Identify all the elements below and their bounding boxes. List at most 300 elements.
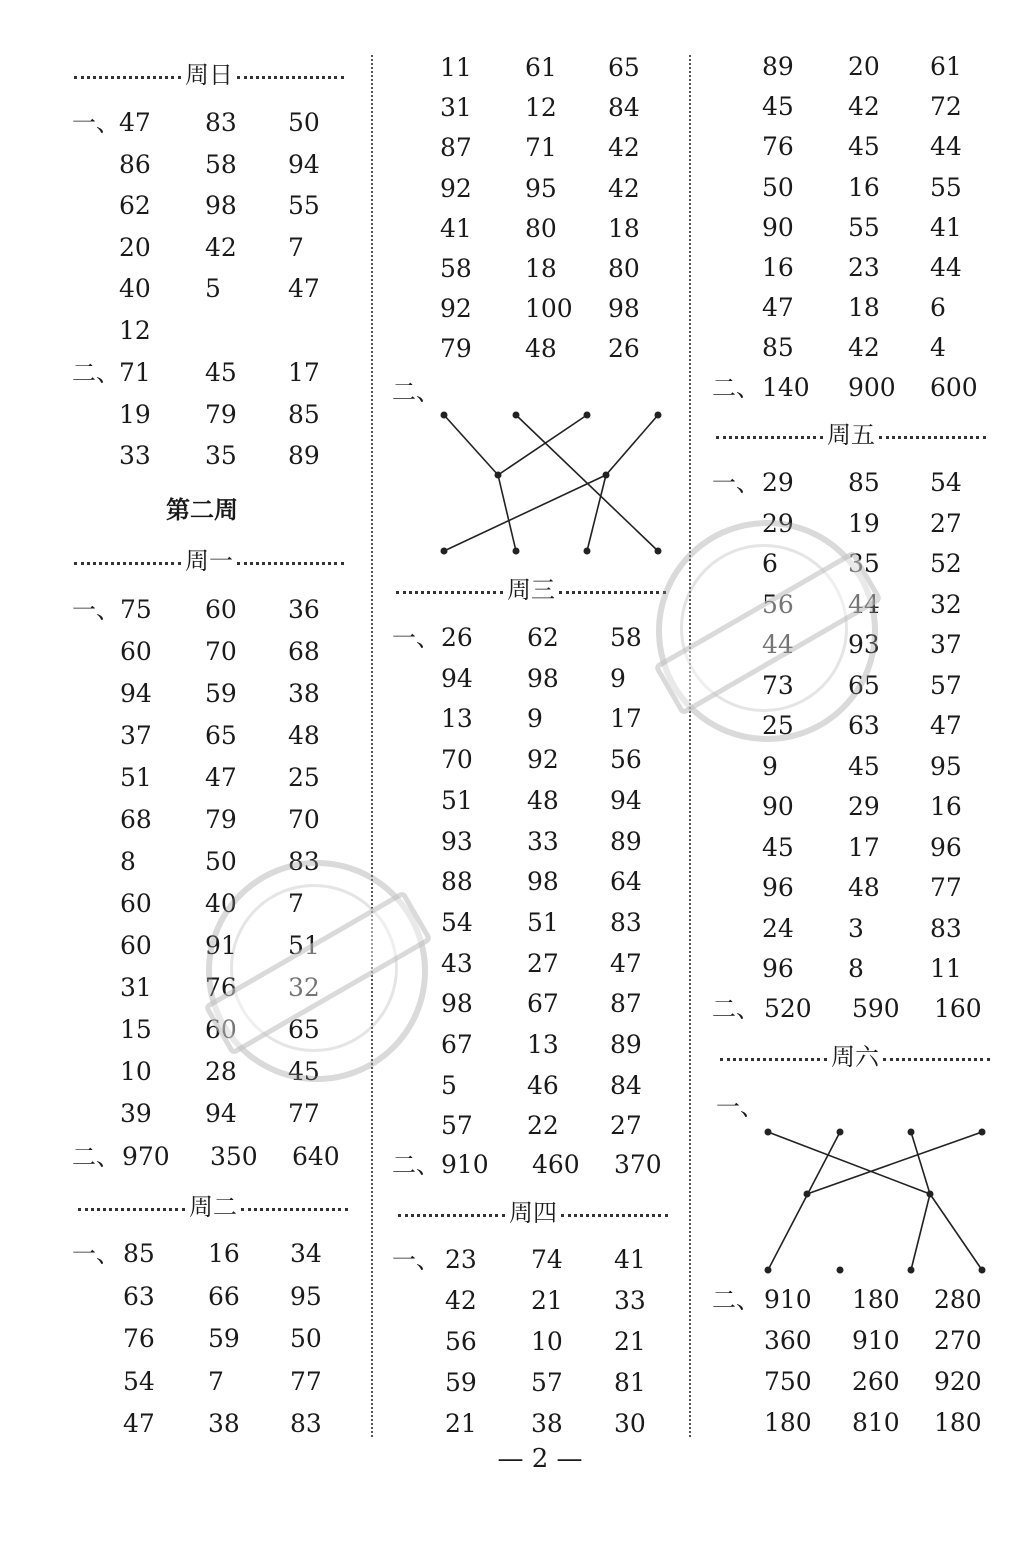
- answer-cell: 71: [525, 133, 557, 163]
- answer-cell: 16: [930, 792, 962, 821]
- answer-row: [392, 984, 712, 1024]
- answer-cell: 87: [610, 989, 642, 1019]
- answer-cell: 54: [441, 907, 473, 937]
- answer-cell: 57: [930, 670, 962, 700]
- question-marker: 一、: [712, 469, 760, 497]
- matching-dot: [837, 1267, 844, 1274]
- answer-cell: 20: [119, 232, 151, 262]
- matching-line: [444, 415, 498, 475]
- answer-cell: 20: [848, 52, 880, 81]
- question-marker: 二、: [712, 374, 760, 402]
- answer-row: [72, 186, 392, 226]
- answer-row: [712, 288, 1026, 328]
- answer-cell: 9: [762, 751, 778, 781]
- answer-row: [712, 127, 1026, 167]
- watermark-stamp-right: [656, 520, 878, 742]
- matching-dot: [765, 1129, 772, 1136]
- answer-row: [392, 1363, 712, 1403]
- answer-cell: 4: [930, 333, 946, 363]
- answer-row: [712, 1403, 1026, 1443]
- answer-cell: 7: [288, 232, 304, 262]
- answer-cell: 65: [608, 53, 640, 82]
- answer-cell: 16: [762, 253, 794, 282]
- answer-cell: 19: [848, 508, 880, 538]
- answer-cell: 13: [441, 704, 473, 734]
- answer-cell: 45: [848, 751, 880, 781]
- answer-cell: 34: [290, 1239, 322, 1268]
- answer-cell: 48: [848, 873, 880, 902]
- question-marker: 二、: [72, 359, 120, 387]
- answer-row: [72, 1137, 392, 1177]
- answer-cell: 70: [288, 805, 320, 834]
- answer-cell: 25: [288, 763, 320, 792]
- answer-cell: 85: [762, 333, 794, 363]
- answer-cell: 63: [848, 711, 880, 740]
- matching-dot: [765, 1267, 772, 1274]
- answer-cell: 37: [930, 630, 962, 659]
- matching-line: [516, 415, 658, 551]
- answer-cell: 70: [205, 637, 237, 666]
- answer-row: [392, 1322, 712, 1362]
- answer-cell: 96: [762, 954, 794, 983]
- answer-cell: 57: [531, 1368, 563, 1397]
- answer-cell: 96: [930, 832, 962, 862]
- matching-dot: [441, 548, 448, 555]
- matching-dot: [495, 472, 502, 479]
- answer-cell: 29: [848, 792, 880, 821]
- answer-row: [392, 822, 712, 862]
- answer-cell: 85: [123, 1239, 155, 1268]
- answer-cell: 3: [848, 913, 864, 943]
- matching-line: [911, 1194, 930, 1270]
- answer-cell: 58: [610, 623, 642, 652]
- answer-cell: 91: [205, 931, 237, 960]
- matching-dot: [908, 1129, 915, 1136]
- answer-cell: 65: [288, 1015, 320, 1044]
- answer-cell: 94: [205, 1099, 237, 1128]
- answer-cell: 45: [848, 132, 880, 162]
- answer-cell: 42: [848, 92, 880, 122]
- answer-cell: 260: [852, 1367, 900, 1396]
- matching-line: [498, 475, 516, 551]
- question-marker: 一、: [72, 109, 120, 137]
- matching-line: [444, 475, 606, 551]
- answer-cell: 90: [762, 792, 794, 821]
- answer-row: [392, 781, 712, 821]
- matching-dot: [927, 1191, 934, 1198]
- answer-cell: 71: [119, 358, 151, 387]
- answer-row: [392, 903, 712, 943]
- answer-cell: 79: [205, 399, 237, 429]
- answer-cell: 12: [525, 93, 557, 123]
- answer-cell: 55: [930, 172, 962, 202]
- answer-row: [712, 949, 1026, 989]
- answer-cell: 89: [288, 441, 320, 471]
- answer-row: [712, 368, 1026, 408]
- answer-cell: 350: [210, 1142, 258, 1171]
- answer-cell: 94: [610, 785, 642, 815]
- answer-cell: 56: [610, 745, 642, 775]
- answer-row: [712, 747, 1026, 787]
- matching-line: [606, 415, 658, 475]
- answer-cell: 47: [119, 108, 151, 137]
- question-marker: 二、: [72, 1143, 120, 1171]
- answer-cell: 92: [440, 173, 472, 203]
- answer-cell: 98: [527, 663, 559, 693]
- answer-cell: 54: [123, 1366, 155, 1396]
- answer-cell: 270: [934, 1326, 982, 1355]
- answer-cell: 47: [205, 763, 237, 792]
- answer-cell: 89: [762, 52, 794, 81]
- section-title: 周六: [831, 1043, 879, 1071]
- answer-cell: 86: [119, 149, 151, 179]
- answer-cell: 45: [762, 92, 794, 122]
- answer-cell: 35: [848, 549, 880, 578]
- answer-cell: 77: [290, 1366, 322, 1396]
- answer-cell: 910: [441, 1150, 489, 1179]
- answer-row: [72, 674, 392, 714]
- answer-cell: 180: [764, 1408, 812, 1437]
- answer-cell: 40: [119, 274, 151, 304]
- page-number: — 2 —: [497, 1444, 583, 1474]
- answer-row: [712, 168, 1026, 208]
- answer-row: [392, 699, 712, 739]
- section-title: 周五: [827, 421, 875, 449]
- answer-cell: 7: [208, 1366, 224, 1396]
- answer-cell: 42: [445, 1286, 477, 1315]
- answer-cell: 42: [848, 333, 880, 363]
- answer-cell: 600: [930, 373, 978, 402]
- answer-cell: 27: [610, 1111, 642, 1141]
- answer-row: [712, 1280, 1026, 1320]
- answer-row: [392, 169, 712, 209]
- answer-cell: 8: [120, 847, 136, 876]
- answer-row: [72, 228, 392, 268]
- answer-cell: 520: [764, 994, 812, 1023]
- answer-cell: 98: [441, 989, 473, 1019]
- answer-row: [72, 436, 392, 476]
- matching-dot: [584, 412, 591, 419]
- answer-cell: 50: [205, 847, 237, 876]
- matching-dot: [908, 1267, 915, 1274]
- answer-cell: 13: [527, 1030, 559, 1059]
- answer-row: [712, 828, 1026, 868]
- answer-cell: 900: [848, 373, 896, 402]
- answer-row: [72, 716, 392, 756]
- answer-cell: 95: [930, 751, 962, 781]
- answer-cell: 180: [852, 1285, 900, 1314]
- answer-cell: 83: [288, 847, 320, 876]
- answer-row: [72, 1234, 392, 1274]
- answer-row: [392, 1281, 712, 1321]
- answer-cell: 35: [205, 441, 237, 471]
- answer-cell: 93: [441, 826, 473, 856]
- answer-cell: 67: [527, 989, 559, 1019]
- answer-cell: 42: [205, 232, 237, 262]
- answer-cell: 47: [610, 948, 642, 978]
- answer-cell: 89: [610, 1030, 642, 1059]
- answer-cell: 60: [120, 931, 152, 960]
- answer-cell: 140: [762, 373, 810, 402]
- answer-row: [72, 311, 392, 351]
- answer-cell: 62: [119, 191, 151, 221]
- matching-line: [930, 1194, 982, 1270]
- answer-cell: 590: [852, 994, 900, 1023]
- matching-line: [911, 1132, 930, 1194]
- answer-cell: 17: [288, 358, 320, 387]
- section-header: [74, 60, 344, 90]
- matching-dot: [979, 1267, 986, 1274]
- answer-row: [392, 1106, 712, 1146]
- answer-cell: 18: [848, 293, 880, 323]
- answer-row: [72, 269, 392, 309]
- answer-cell: 7: [288, 889, 304, 918]
- answer-cell: 51: [527, 907, 559, 937]
- matching-dot: [655, 412, 662, 419]
- section-header: [398, 1198, 668, 1228]
- answer-cell: 83: [205, 108, 237, 137]
- answer-cell: 98: [527, 867, 559, 897]
- answer-cell: 59: [208, 1324, 240, 1354]
- answer-cell: 43: [441, 948, 473, 978]
- section-header: [396, 575, 666, 605]
- answer-cell: 72: [930, 92, 962, 122]
- answer-cell: 45: [288, 1057, 320, 1086]
- section-header: [720, 1042, 990, 1072]
- answer-cell: 76: [123, 1324, 155, 1354]
- answer-row: [392, 862, 712, 902]
- answer-cell: 73: [762, 670, 794, 700]
- section-title: 周日: [185, 61, 233, 89]
- answer-cell: 23: [848, 253, 880, 282]
- answer-cell: 44: [848, 589, 880, 619]
- answer-cell: 910: [764, 1285, 812, 1314]
- answer-row: [72, 1404, 392, 1444]
- answer-cell: 87: [440, 133, 472, 163]
- answer-cell: 45: [205, 358, 237, 387]
- matching-dot: [513, 412, 520, 419]
- answer-cell: 83: [930, 913, 962, 943]
- answer-row: [712, 909, 1026, 949]
- answer-cell: 12: [119, 316, 151, 345]
- answer-cell: 38: [288, 679, 320, 708]
- answer-row: [712, 1321, 1026, 1361]
- answer-row: [72, 145, 392, 185]
- answer-row: [392, 944, 712, 984]
- answer-cell: 68: [120, 805, 152, 834]
- answer-cell: 60: [205, 595, 237, 624]
- answer-row: [72, 800, 392, 840]
- answer-cell: 810: [852, 1408, 900, 1437]
- answer-cell: 29: [762, 468, 794, 497]
- answer-row: [72, 1094, 392, 1134]
- answer-row: [72, 103, 392, 143]
- answer-cell: 44: [762, 630, 794, 659]
- answer-cell: 48: [527, 785, 559, 815]
- answer-cell: 45: [762, 832, 794, 862]
- answer-cell: 750: [764, 1367, 812, 1396]
- answer-row: [72, 758, 392, 798]
- question-marker: 二、: [712, 1286, 760, 1314]
- answer-cell: 16: [848, 172, 880, 202]
- answer-cell: 76: [205, 973, 237, 1002]
- question-marker: 一、: [72, 596, 120, 624]
- answer-cell: 970: [122, 1142, 170, 1171]
- answer-row: [712, 989, 1026, 1029]
- answer-cell: 21: [614, 1327, 646, 1356]
- answer-cell: 280: [934, 1285, 982, 1314]
- week-title: 第二周: [166, 496, 238, 524]
- answer-row: [392, 329, 712, 369]
- answer-cell: 94: [441, 663, 473, 693]
- matching-dot: [513, 548, 520, 555]
- answer-row: [712, 787, 1026, 827]
- matching-dot: [603, 472, 610, 479]
- answer-cell: 48: [288, 721, 320, 750]
- column-1: [0, 0, 370, 1544]
- answer-cell: 60: [120, 637, 152, 666]
- answer-cell: 17: [610, 704, 642, 734]
- question-marker: 一、: [392, 624, 440, 652]
- answer-cell: 92: [527, 745, 559, 775]
- answer-cell: 21: [531, 1286, 563, 1315]
- answer-cell: 63: [123, 1281, 155, 1311]
- answer-cell: 44: [930, 132, 962, 162]
- answer-cell: 60: [120, 889, 152, 918]
- answer-cell: 88: [441, 867, 473, 897]
- matching-dot: [441, 412, 448, 419]
- answer-cell: 92: [440, 294, 472, 324]
- answer-cell: 910: [852, 1326, 900, 1355]
- answer-cell: 75: [120, 595, 152, 624]
- matching-dot: [804, 1191, 811, 1198]
- answer-row: [712, 87, 1026, 127]
- answer-cell: 15: [120, 1015, 152, 1044]
- answer-cell: 55: [288, 191, 320, 221]
- column-2: 11 61 65 31 12 84 87 71 42 92 95 42 41 80 18 58 18 80 92 100 98 79 48 26 二、 周三 一、 26 62 58 94 98 9 13 9 17 70 92 56 51 48 94 93 33 89 88 98 64 54 51 83 43 27 47 98 67 87 67 13 89 5 46 84 57 22 27 二、 910 460 370 周四 一、 23 74 41 42 21 33 56 10 21 59 57 81 21 38 30: [372, 0, 688, 1544]
- matching-dot: [837, 1129, 844, 1136]
- answer-row: [392, 48, 712, 88]
- answer-cell: 46: [527, 1070, 559, 1100]
- answer-cell: 24: [762, 913, 794, 943]
- answer-cell: 11: [440, 53, 472, 82]
- answer-cell: 98: [608, 294, 640, 324]
- answer-row: [72, 590, 392, 630]
- answer-row: [392, 249, 712, 289]
- answer-cell: 83: [290, 1409, 322, 1439]
- answer-row: [712, 208, 1026, 248]
- answer-cell: 48: [525, 334, 557, 364]
- answer-row: [72, 1362, 392, 1402]
- section-title: 周一: [185, 547, 233, 575]
- answer-row: [712, 868, 1026, 908]
- answer-cell: 33: [614, 1286, 646, 1315]
- answer-cell: 77: [288, 1099, 320, 1128]
- answer-cell: 38: [208, 1409, 240, 1439]
- answer-cell: 57: [441, 1111, 473, 1141]
- answer-cell: 180: [934, 1408, 982, 1437]
- answer-cell: 16: [208, 1239, 240, 1268]
- answer-cell: 83: [610, 907, 642, 937]
- answer-cell: 81: [614, 1368, 646, 1397]
- matching-line: [498, 415, 587, 475]
- answer-cell: 27: [930, 508, 962, 538]
- answer-cell: 19: [119, 399, 151, 429]
- answer-row: [712, 463, 1026, 503]
- answer-cell: 74: [531, 1245, 563, 1274]
- answer-cell: 8: [848, 954, 864, 983]
- section-header: [78, 1192, 348, 1222]
- answer-cell: 65: [205, 721, 237, 750]
- answer-cell: 95: [290, 1281, 322, 1311]
- answer-row: [72, 632, 392, 672]
- answer-cell: 94: [288, 149, 320, 179]
- question-marker: 一、: [392, 1246, 440, 1274]
- answer-cell: 9: [527, 704, 543, 734]
- answer-cell: 23: [445, 1245, 477, 1274]
- answer-cell: 55: [848, 212, 880, 242]
- answer-cell: 370: [614, 1150, 662, 1179]
- matching-dot: [584, 548, 591, 555]
- answer-cell: 76: [762, 132, 794, 162]
- answer-cell: 31: [120, 973, 152, 1002]
- answer-cell: 32: [930, 589, 962, 619]
- answer-cell: 30: [614, 1409, 646, 1438]
- answer-row: [392, 1404, 712, 1444]
- answer-cell: 40: [205, 889, 237, 918]
- answer-cell: 37: [120, 721, 152, 750]
- question-marker: 二、: [392, 1151, 440, 1179]
- answer-row: [72, 353, 392, 393]
- answer-cell: 96: [762, 873, 794, 902]
- answer-cell: 50: [290, 1324, 322, 1354]
- answer-cell: 6: [930, 293, 946, 323]
- answer-cell: 85: [288, 399, 320, 429]
- answer-cell: 89: [610, 826, 642, 856]
- answer-cell: 29: [762, 508, 794, 538]
- answer-row: [712, 1362, 1026, 1402]
- answer-cell: 47: [123, 1409, 155, 1439]
- answer-row: [392, 1145, 712, 1185]
- answer-cell: 26: [608, 334, 640, 364]
- answer-cell: 160: [934, 994, 982, 1023]
- question-marker: 二、: [712, 995, 760, 1023]
- answer-cell: 25: [762, 711, 794, 740]
- answer-cell: 85: [848, 468, 880, 497]
- answer-row: [392, 289, 712, 329]
- answer-cell: 51: [288, 931, 320, 960]
- answer-cell: 33: [119, 441, 151, 471]
- answer-cell: 58: [440, 254, 472, 283]
- answer-cell: 80: [608, 254, 640, 283]
- answer-cell: 47: [288, 274, 320, 304]
- answer-cell: 94: [120, 679, 152, 708]
- answer-cell: 42: [608, 173, 640, 203]
- answer-cell: 56: [445, 1327, 477, 1356]
- matching-dot: [655, 548, 662, 555]
- answer-cell: 66: [208, 1281, 240, 1311]
- answer-cell: 47: [762, 293, 794, 323]
- answer-cell: 41: [614, 1245, 646, 1274]
- answer-row: [392, 88, 712, 128]
- answer-row: [392, 740, 712, 780]
- answer-cell: 52: [930, 549, 962, 578]
- answer-cell: 10: [120, 1057, 152, 1086]
- answer-cell: 28: [205, 1057, 237, 1086]
- answer-cell: 50: [288, 108, 320, 137]
- answer-cell: 360: [764, 1326, 812, 1355]
- answer-cell: 18: [525, 254, 557, 283]
